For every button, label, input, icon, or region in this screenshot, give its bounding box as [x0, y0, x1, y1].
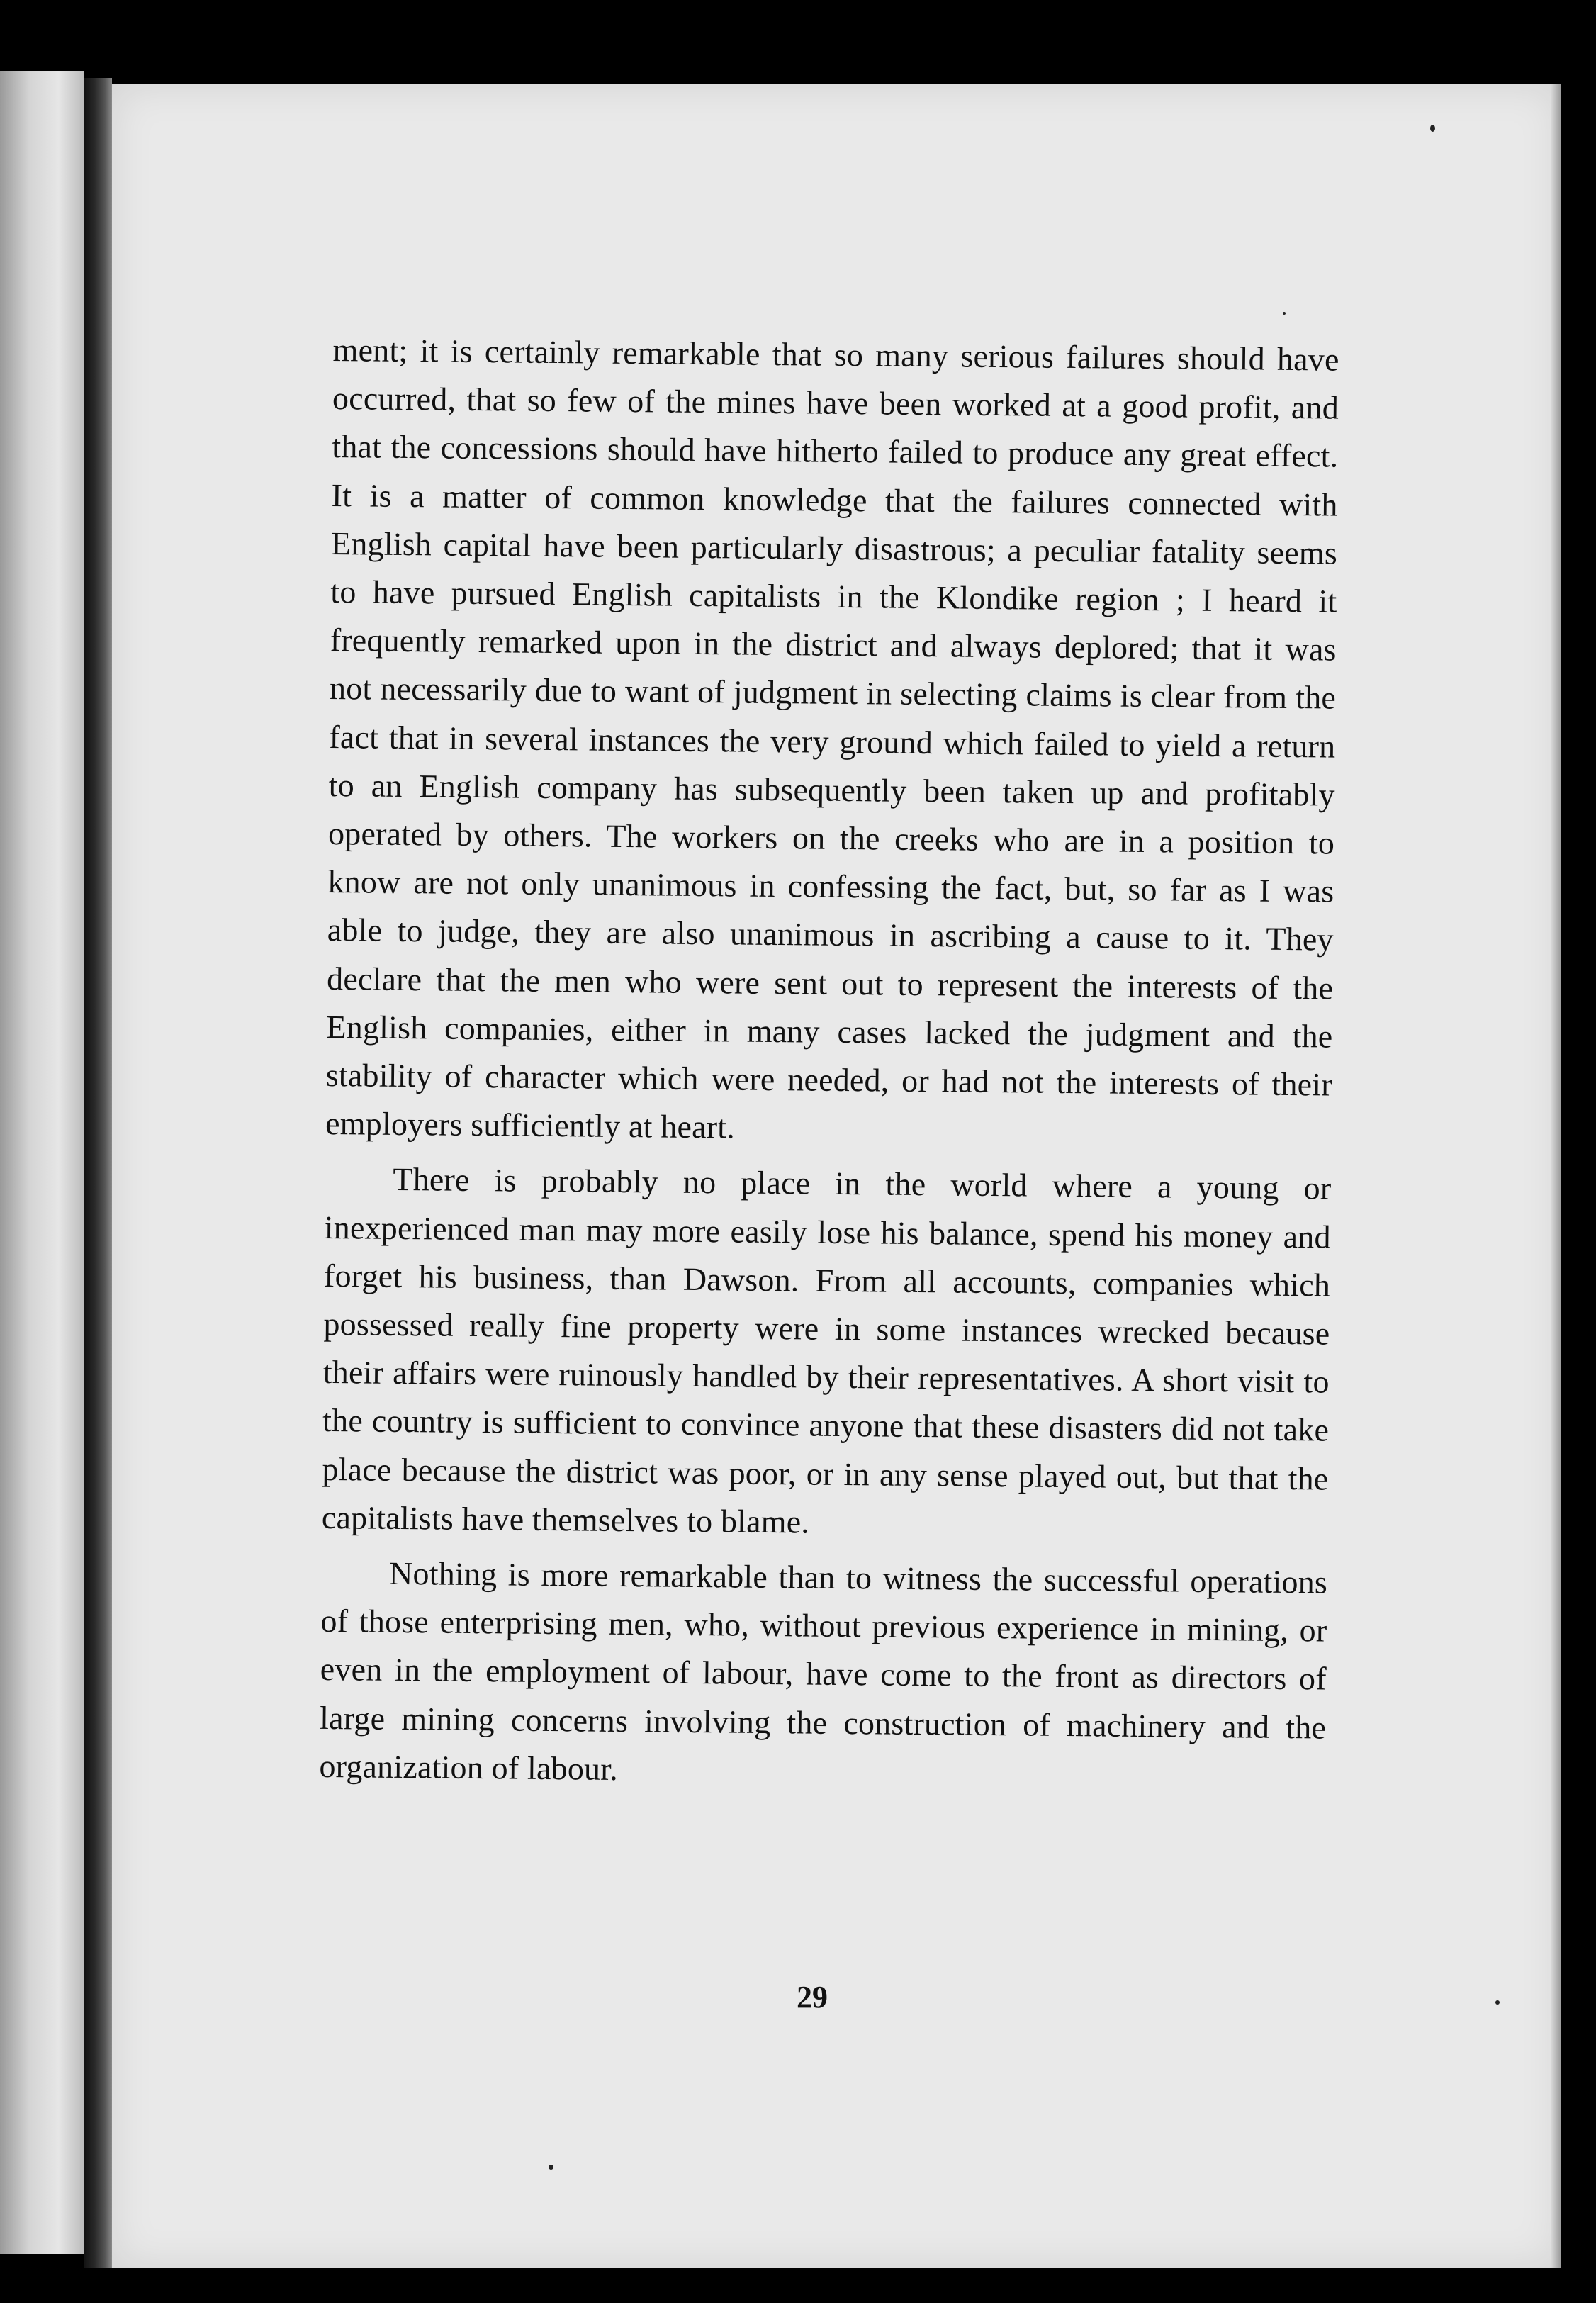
paragraph-2: There is probably no place in the world where a young or inexperienced man may more easily lose his balance, spend his money and forget his business, than Dawson. From all accounts, companies which possessed really fine property were in some instances wrecked because their affairs were ruinously handled by their representatives. A short visit to the country is sufficient to convince anyone that these disasters did not take place because the district was poor, or in any sense played out, but that the capitalists have themselves to blame.: [321, 1161, 1332, 1540]
dust-speck: [549, 2165, 553, 2170]
page-number: 29: [797, 1980, 828, 2015]
paragraph-1: ment; it is certainly remarkable that so many serious failures should have occurred, that so few of the mines have been worked at a good profit, and that the concessions should have hitherto failed to produce any great effect. It is a matter of common knowledge that the failures connected with English capital have been particularly disastrous; a peculiar fatality seems to have pursued English capitalists in the Klondike region ; I heard it frequently remarked upon in the district and always deplored; that it was not necessarily due to want of judgment in selecting claims is clear from the fact that in several instances the very ground which failed to yield a return to an English company has subsequently been taken up and profitably operated by others. The workers on the creeks who are in a position to know are not only unanimous in confessing the fact, but, so far as I was able to judge, they are also unanimous in ascribing a cause to it. They declare that the men who were sent out to represent the interests of the English companies, either in many cases lacked the judgment and the stability of character which were needed, or had not the interests of their employers sufficiently at heart.: [325, 331, 1339, 1145]
dust-speck: [1430, 125, 1435, 132]
paragraph-3: Nothing is more remarkable than to witness the successful operations of those enterprising men, who, without previous experience in mining, or even in the employment of labour, have come to the front as directors of large mining concerns involving the construction of machinery and the organization of labour.: [319, 1554, 1328, 1787]
body-text: [319, 326, 1339, 1800]
page-right-edge: [1551, 84, 1561, 2268]
previous-page-edge: [0, 71, 84, 2254]
book-gutter: [84, 78, 112, 2268]
dust-speck: [1495, 2000, 1500, 2005]
dust-speck: [1283, 312, 1286, 315]
